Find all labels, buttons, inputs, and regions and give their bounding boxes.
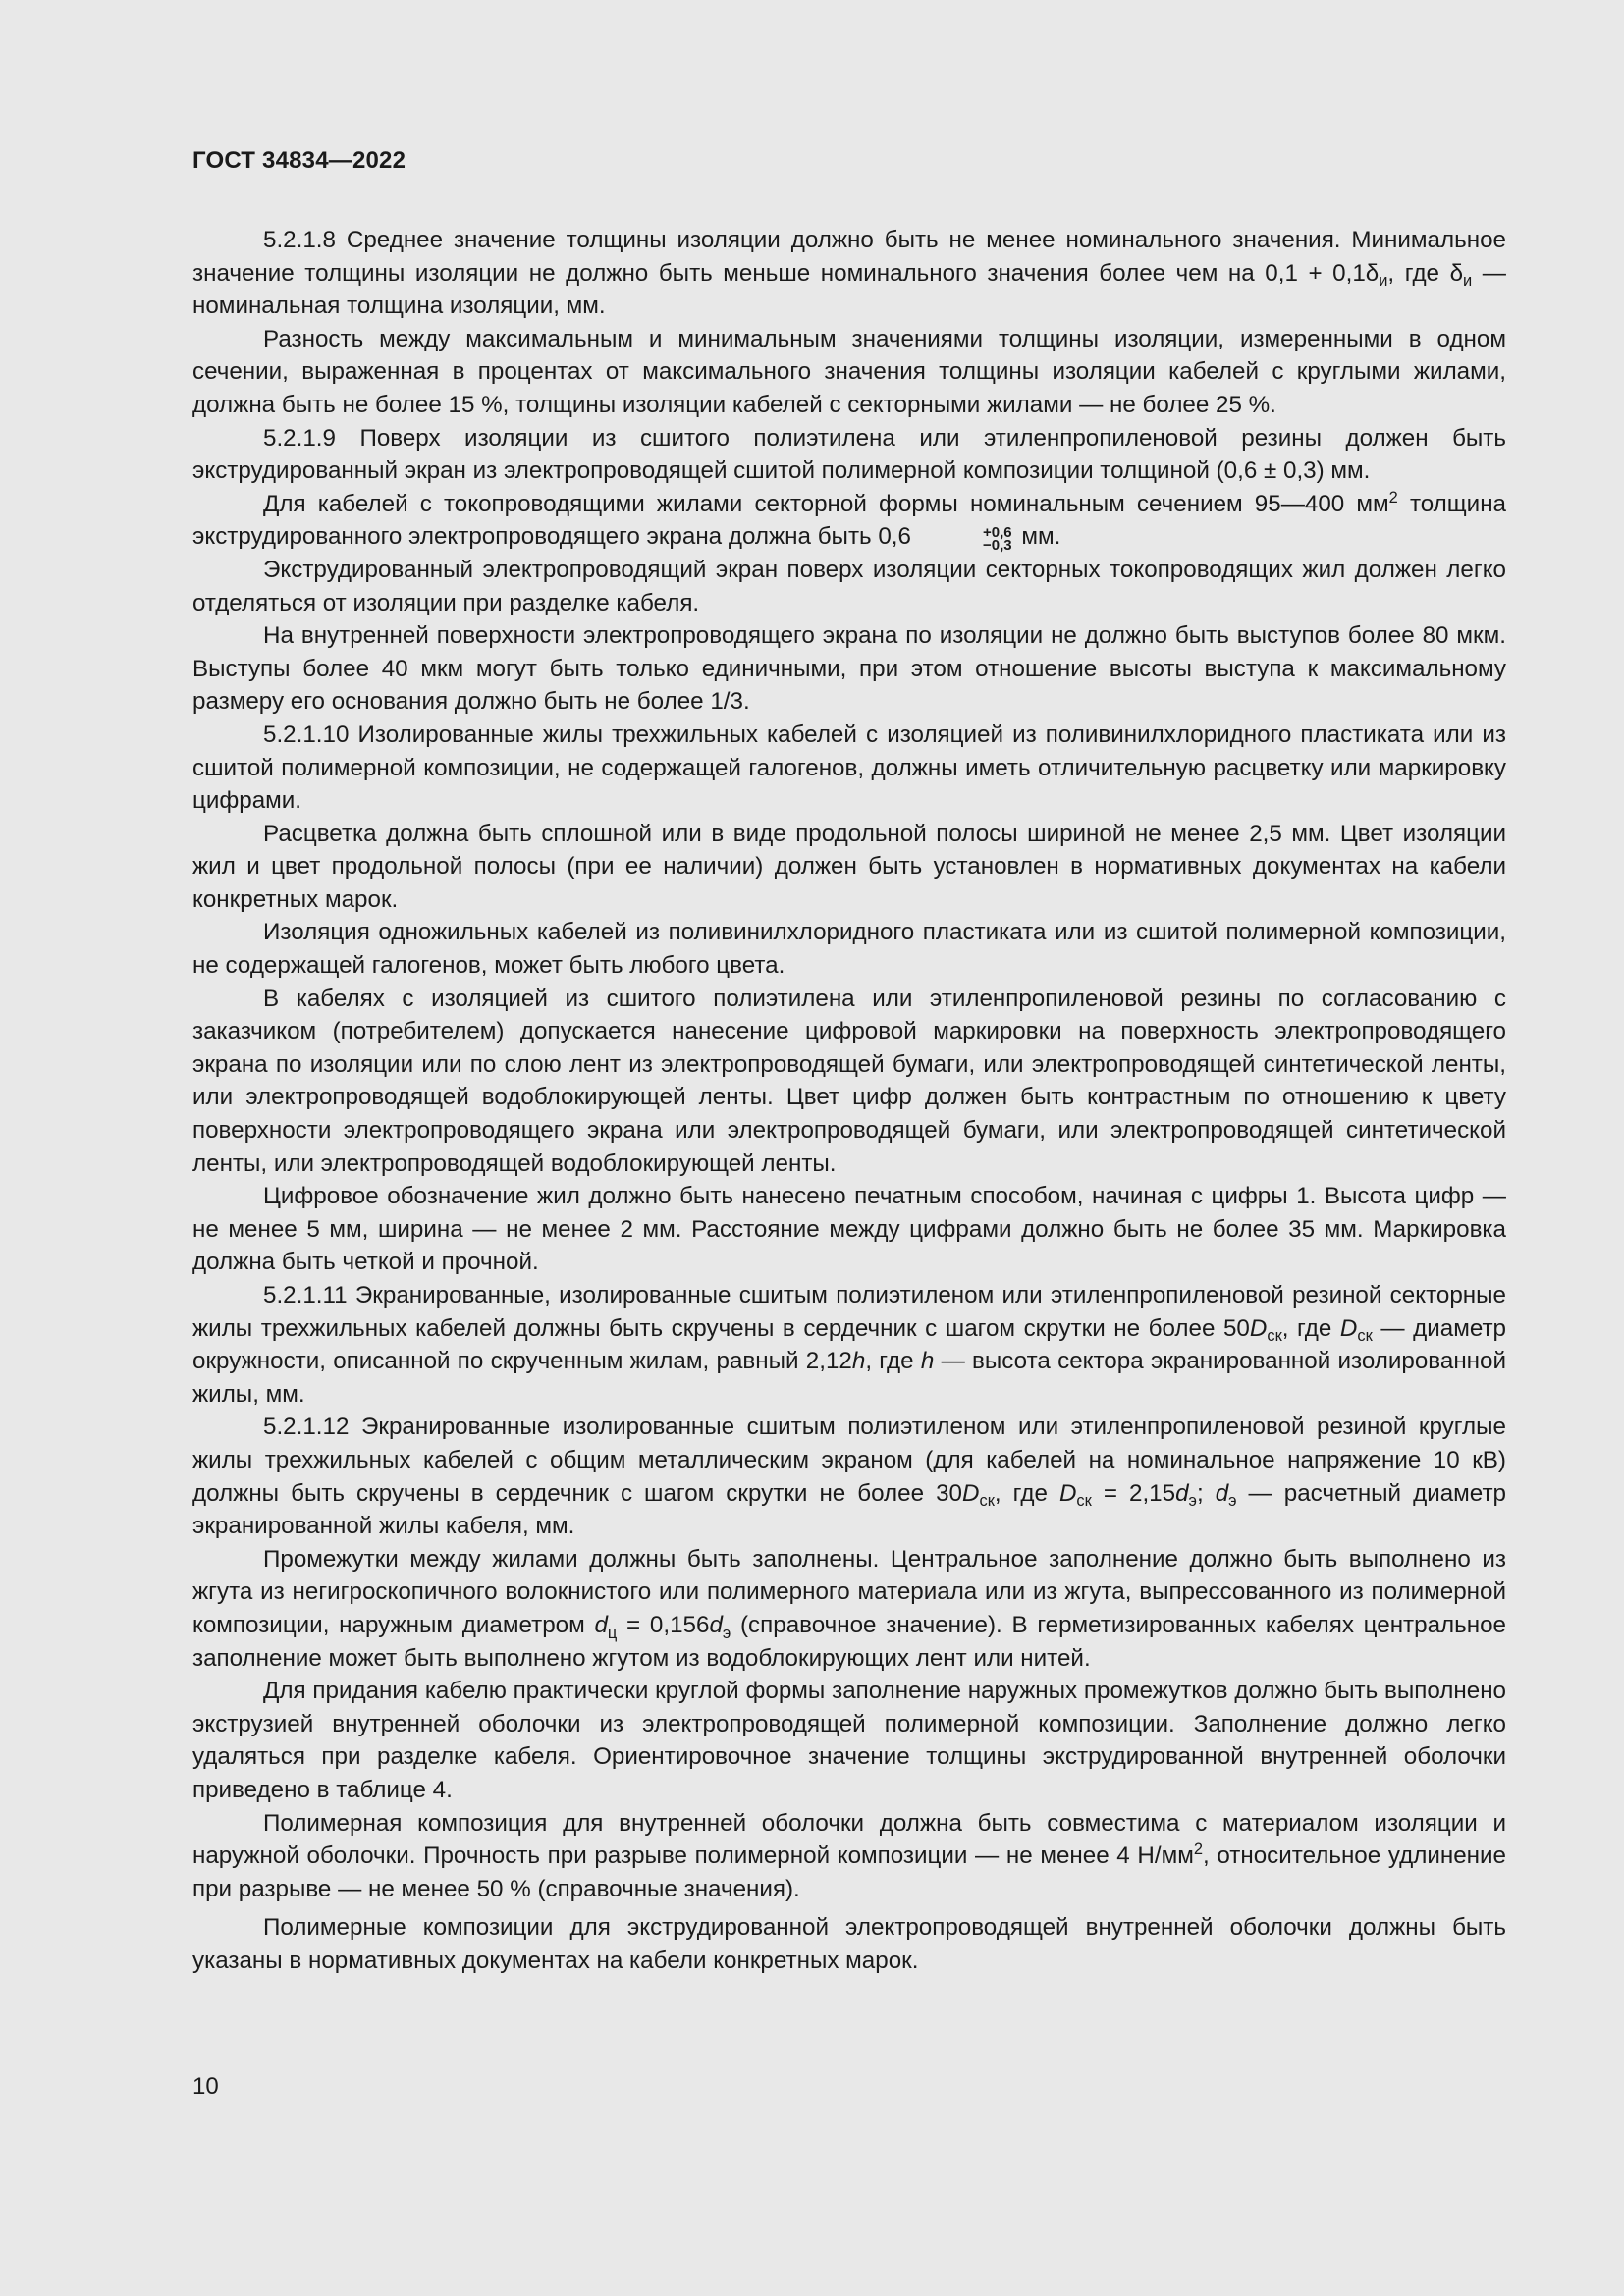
paragraph-sector-screen-thickness [192, 488, 1506, 554]
text-run: 5.2.1.8 Среднее значение толщины изоляции должно быть не менее номинального значения. Минимальное значение толщины изоляции не должно быть меньше номинального значения более чем на 0,1 + 0,1δ [192, 227, 1506, 287]
paragraph-5-2-1-11 [192, 1279, 1506, 1411]
subscript: и [1379, 272, 1388, 291]
text-run: толщина экструдированного электропроводящего экрана должна быть 0,6 [192, 490, 1507, 551]
text-run: Промежутки между жилами должны быть заполнены. Центральное заполнение должно быть выполнено из жгута из негигроскопичного волокнистого или полимерного материала или из жгута, выпрессованного из полимерной композиции, наружным диаметром [192, 1545, 1506, 1638]
italic-symbol: h [920, 1348, 935, 1375]
italic-symbol: D [1249, 1314, 1268, 1342]
document-header: ГОСТ 34834—2022 [192, 147, 406, 174]
text-run: 5.2.1.12 Экранированные изолированные сшитым полиэтиленом или этиленпропиленовой резиной круглые жилы трехжильных кабелей с общим металлическим экраном (для кабелей на номинальное напряжение 10 кВ) должны быть скручены в сердечник с шагом скрутки не более 30 [192, 1414, 1506, 1507]
subscript: э [722, 1624, 731, 1642]
paragraph-screen-separation: Экструдированный электропроводящий экран поверх изоляции секторных токопроводящих жил должен легко отделяться от изоляции при разделке кабеля. [192, 556, 1506, 616]
paragraph-thickness-difference: Разность между максимальным и минимальным значениями толщины изоляции, измеренными в одном сечении, выраженная в процентах от максимального значения толщины изоляции кабелей с круглыми жилами, должна быть не более 15 %, толщины изоляции кабелей с секторными жилами — не более 25 %. [192, 325, 1506, 418]
paragraph-5-2-1-10: 5.2.1.10 Изолированные жилы трехжильных кабелей с изоляцией из поливинилхлоридного пластиката или из сшитой полимерной композиции, не содержащей галогенов, должны иметь отличительную расцветку или маркировку цифрами. [192, 721, 1506, 815]
text-run: — номинальная толщина изоляции, мм. [192, 259, 1506, 320]
paragraph-round-shape: Для придания кабелю практически круглой формы заполнение наружных промежутков должно быть выполнено экструзией внутренней оболочки из электропроводящей полимерной композиции. Заполнение должно легко удаляться при разделке кабеля. Ориентировочное значение толщины экструдированной внутренней оболочки приведено в таблице 4. [192, 1678, 1506, 1803]
text-run: — расчетный диаметр экранированной жилы кабеля, мм. [192, 1479, 1506, 1540]
tolerance-stack [912, 523, 1012, 555]
text-run: Для кабелей с токопроводящими жилами секторной формы номинальным сечением 95—400 мм [263, 490, 1389, 517]
tolerance-upper: +0,6 [982, 523, 1012, 541]
subscript: ц [607, 1624, 618, 1642]
text-run: , где [1281, 1314, 1340, 1342]
text-run: , где [865, 1348, 921, 1375]
text-run: мм. [1014, 523, 1061, 551]
italic-symbol: D [1058, 1479, 1077, 1507]
text-run: Полимерная композиция для внутренней оболочки должна быть совместима с материалом изоляции и наружной оболочки. Прочность при разрыве полимерной композиции — не менее 4 Н/мм [192, 1809, 1506, 1870]
tolerance-lower: −0,3 [982, 537, 1012, 555]
paragraph-protrusions: На внутренней поверхности электропроводящего экрана по изоляции не должно быть выступов более 80 мкм. Выступы более 40 мкм могут быть только единичными, при этом отношение высоты выступа к максимальному размеру его основания должно быть не более 1/3. [192, 622, 1506, 716]
superscript: 2 [1388, 488, 1398, 507]
text-run: (справочное значение). В герметизированных кабелях центральное заполнение может быть выполнено жгутом из водоблокирующих лент или нитей. [192, 1611, 1507, 1672]
paragraph-single-core-insulation: Изоляция одножильных кабелей из поливинилхлоридного пластиката или из сшитой полимерной композиции, не содержащей галогенов, может быть любого цвета. [192, 919, 1506, 980]
italic-symbol: d [1215, 1479, 1229, 1507]
text-run: 5.2.1.11 Экранированные, изолированные сшитым полиэтиленом или этиленпропиленовой резиной секторные жилы трехжильных кабелей должны быть скручены в сердечник с шагом скрутки не более 50 [192, 1282, 1506, 1342]
italic-symbol: h [851, 1348, 866, 1375]
page-number: 10 [192, 2073, 219, 2100]
paragraph-inner-sheath-compounds: Полимерные композиции для экструдированной электропроводящей внутренней оболочки должны быть указаны в нормативных документах на кабели конкретных марок. [192, 1914, 1506, 1974]
document-body [192, 224, 1506, 1977]
italic-symbol: D [962, 1479, 980, 1507]
paragraph-5-2-1-9: 5.2.1.9 Поверх изоляции из сшитого полиэтилена или этиленпропиленовой резины должен быть экструдированный экран из электропроводящей сшитой полимерной композиции толщиной (0,6 ± 0,3) мм. [192, 424, 1506, 485]
paragraph-5-2-1-8 [192, 224, 1506, 323]
text-run: , где δ [1387, 259, 1464, 287]
subscript: ск [1267, 1327, 1282, 1346]
italic-symbol: d [1175, 1479, 1189, 1507]
subscript: ск [1357, 1327, 1373, 1346]
text-run: — диаметр окружности, описанной по скрученным жилам, равный 2,12 [192, 1314, 1506, 1375]
text-run: — высота сектора экранированной изолированной жилы, мм. [192, 1348, 1507, 1408]
superscript: 2 [1193, 1841, 1203, 1859]
text-run: , где [994, 1479, 1059, 1507]
text-run: ; [1196, 1479, 1216, 1507]
text-run: = 2,15 [1091, 1479, 1176, 1507]
subscript: э [1188, 1492, 1197, 1511]
text-run: = 0,156 [617, 1611, 710, 1638]
text-run: , относительное удлинение при разрыве — не менее 50 % (справочные значения). [192, 1842, 1506, 1902]
italic-symbol: d [709, 1611, 723, 1638]
paragraph-5-2-1-12 [192, 1411, 1506, 1542]
italic-symbol: d [594, 1611, 608, 1638]
paragraph-gap-filling [192, 1543, 1506, 1675]
subscript: ск [1076, 1492, 1092, 1511]
subscript: ск [979, 1492, 995, 1511]
paragraph-digital-marking: В кабелях с изоляцией из сшитого полиэтилена или этиленпропиленовой резины по согласованию с заказчиком (потребителем) допускается нанесение цифровой маркировки на поверхность электропроводящего экрана по изоляции или по слою лент из электропроводящей бумаги, или электропроводящей синтетической ленты, или электропроводящей водоблокирующей ленты. Цвет цифр должен быть контрастным по отношению к цвету поверхности электропроводящего экрана или электропроводящей бумаги, или электропроводящей синтетической ленты, или электропроводящей водоблокирующей ленты. [192, 985, 1506, 1177]
paragraph-digit-designation: Цифровое обозначение жил должно быть нанесено печатным способом, начиная с цифры 1. Высота цифр — не менее 5 мм, ширина — не менее 2 мм. Расстояние между цифрами должно быть не более 35 мм. Маркировка должна быть четкой и прочной. [192, 1183, 1506, 1276]
subscript: и [1463, 272, 1473, 291]
subscript: э [1228, 1492, 1237, 1511]
italic-symbol: D [1339, 1314, 1358, 1342]
paragraph-compound-compatibility [192, 1807, 1506, 1906]
paragraph-coloring: Расцветка должна быть сплошной или в виде продольной полосы шириной не менее 2,5 мм. Цвет изоляции жил и цвет продольной полосы (при ее наличии) должен быть установлен в нормативных документах на кабели конкретных марок. [192, 820, 1506, 913]
